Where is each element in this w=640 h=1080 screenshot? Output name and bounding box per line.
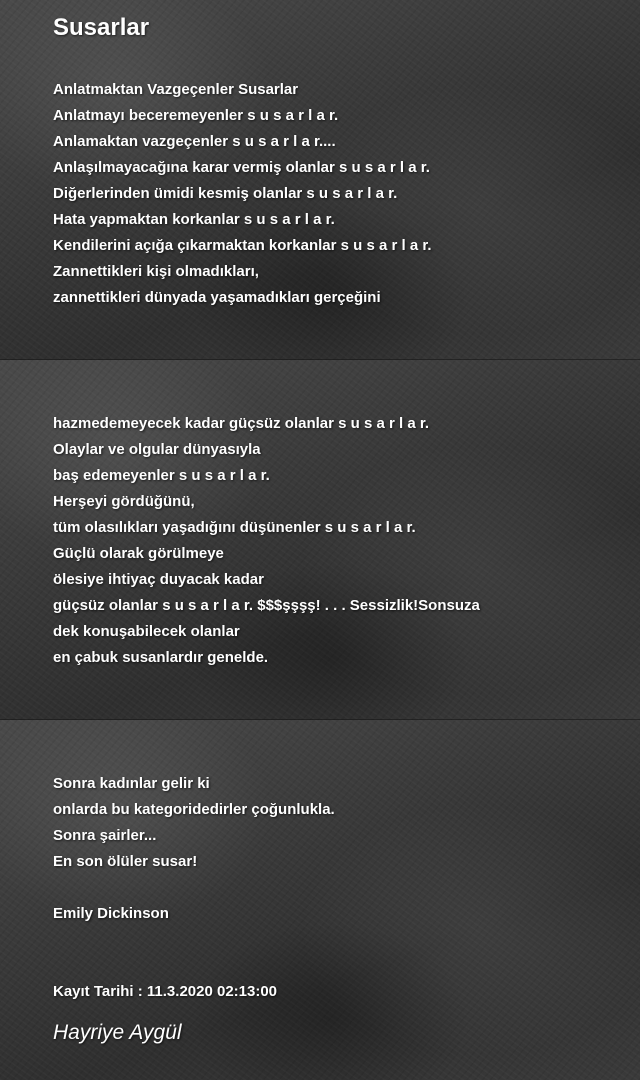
poem-panel-2 <box>0 360 640 720</box>
poem-line: hazmedemeyecek kadar güçsüz olanlar s u s a r l a r. <box>53 415 430 432</box>
poem-line: Anlamaktan vazgeçenler s u s a r l a r.... <box>53 133 336 150</box>
poem-line: Sonra şairler... <box>53 827 157 844</box>
poem-line: Diğerlerinden ümidi kesmiş olanlar s u s a r l a r. <box>53 185 398 202</box>
poem-line: baş edemeyenler s u s a r l a r. <box>53 467 270 484</box>
poem-line: Herşeyi gördüğünü, <box>53 493 195 510</box>
poem-line: güçsüz olanlar s u s a r l a r. $$$şşşş! . . . Sessizlik!Sonsuza <box>53 597 480 614</box>
poem-line: zannettikleri dünyada yaşamadıkları gerçeğini <box>53 289 381 306</box>
poem-line: Anlatmayı beceremeyenler s u s a r l a r. <box>53 107 339 124</box>
poem-line: Kendilerini açığa çıkarmaktan korkanlar s u s a r l a r. <box>53 237 432 254</box>
poem-line: ölesiye ihtiyaç duyacak kadar <box>53 571 264 588</box>
poem-line: onlarda bu kategoridedirler çoğunlukla. <box>53 801 335 818</box>
poem-panel-3 <box>0 720 640 1080</box>
poem-line: Sonra kadınlar gelir ki <box>53 775 210 792</box>
poem-line: Olaylar ve olgular dünyasıyla <box>53 441 261 458</box>
poem-line: Zannettikleri kişi olmadıkları, <box>53 263 259 280</box>
stanza-1 <box>53 77 432 311</box>
stanza-2 <box>53 411 480 671</box>
poem-line: en çabuk susanlardır genelde. <box>53 649 269 666</box>
poem-title: Susarlar <box>53 14 150 41</box>
poem-panel-1 <box>0 0 640 360</box>
poem-line: Hata yapmaktan korkanlar s u s a r l a r. <box>53 211 335 228</box>
poem-line: dek konuşabilecek olanlar <box>53 623 240 640</box>
poem-line: tüm olasılıkları yaşadığını düşünenler s u s a r l a r. <box>53 519 416 536</box>
record-date: Kayıt Tarihi : 11.3.2020 02:13:00 <box>53 983 278 1000</box>
poem-line: Güçlü olarak görülmeye <box>53 545 224 562</box>
poem-line: Anlaşılmayacağına karar vermiş olanlar s u s a r l a r. <box>53 159 430 176</box>
poem-author: Emily Dickinson <box>53 905 169 922</box>
poster-signature: Hayriye Aygül <box>53 1021 182 1044</box>
poem-line: Anlatmaktan Vazgeçenler Susarlar <box>53 81 299 98</box>
stanza-3 <box>53 771 335 875</box>
poem-line: En son ölüler susar! <box>53 853 198 870</box>
